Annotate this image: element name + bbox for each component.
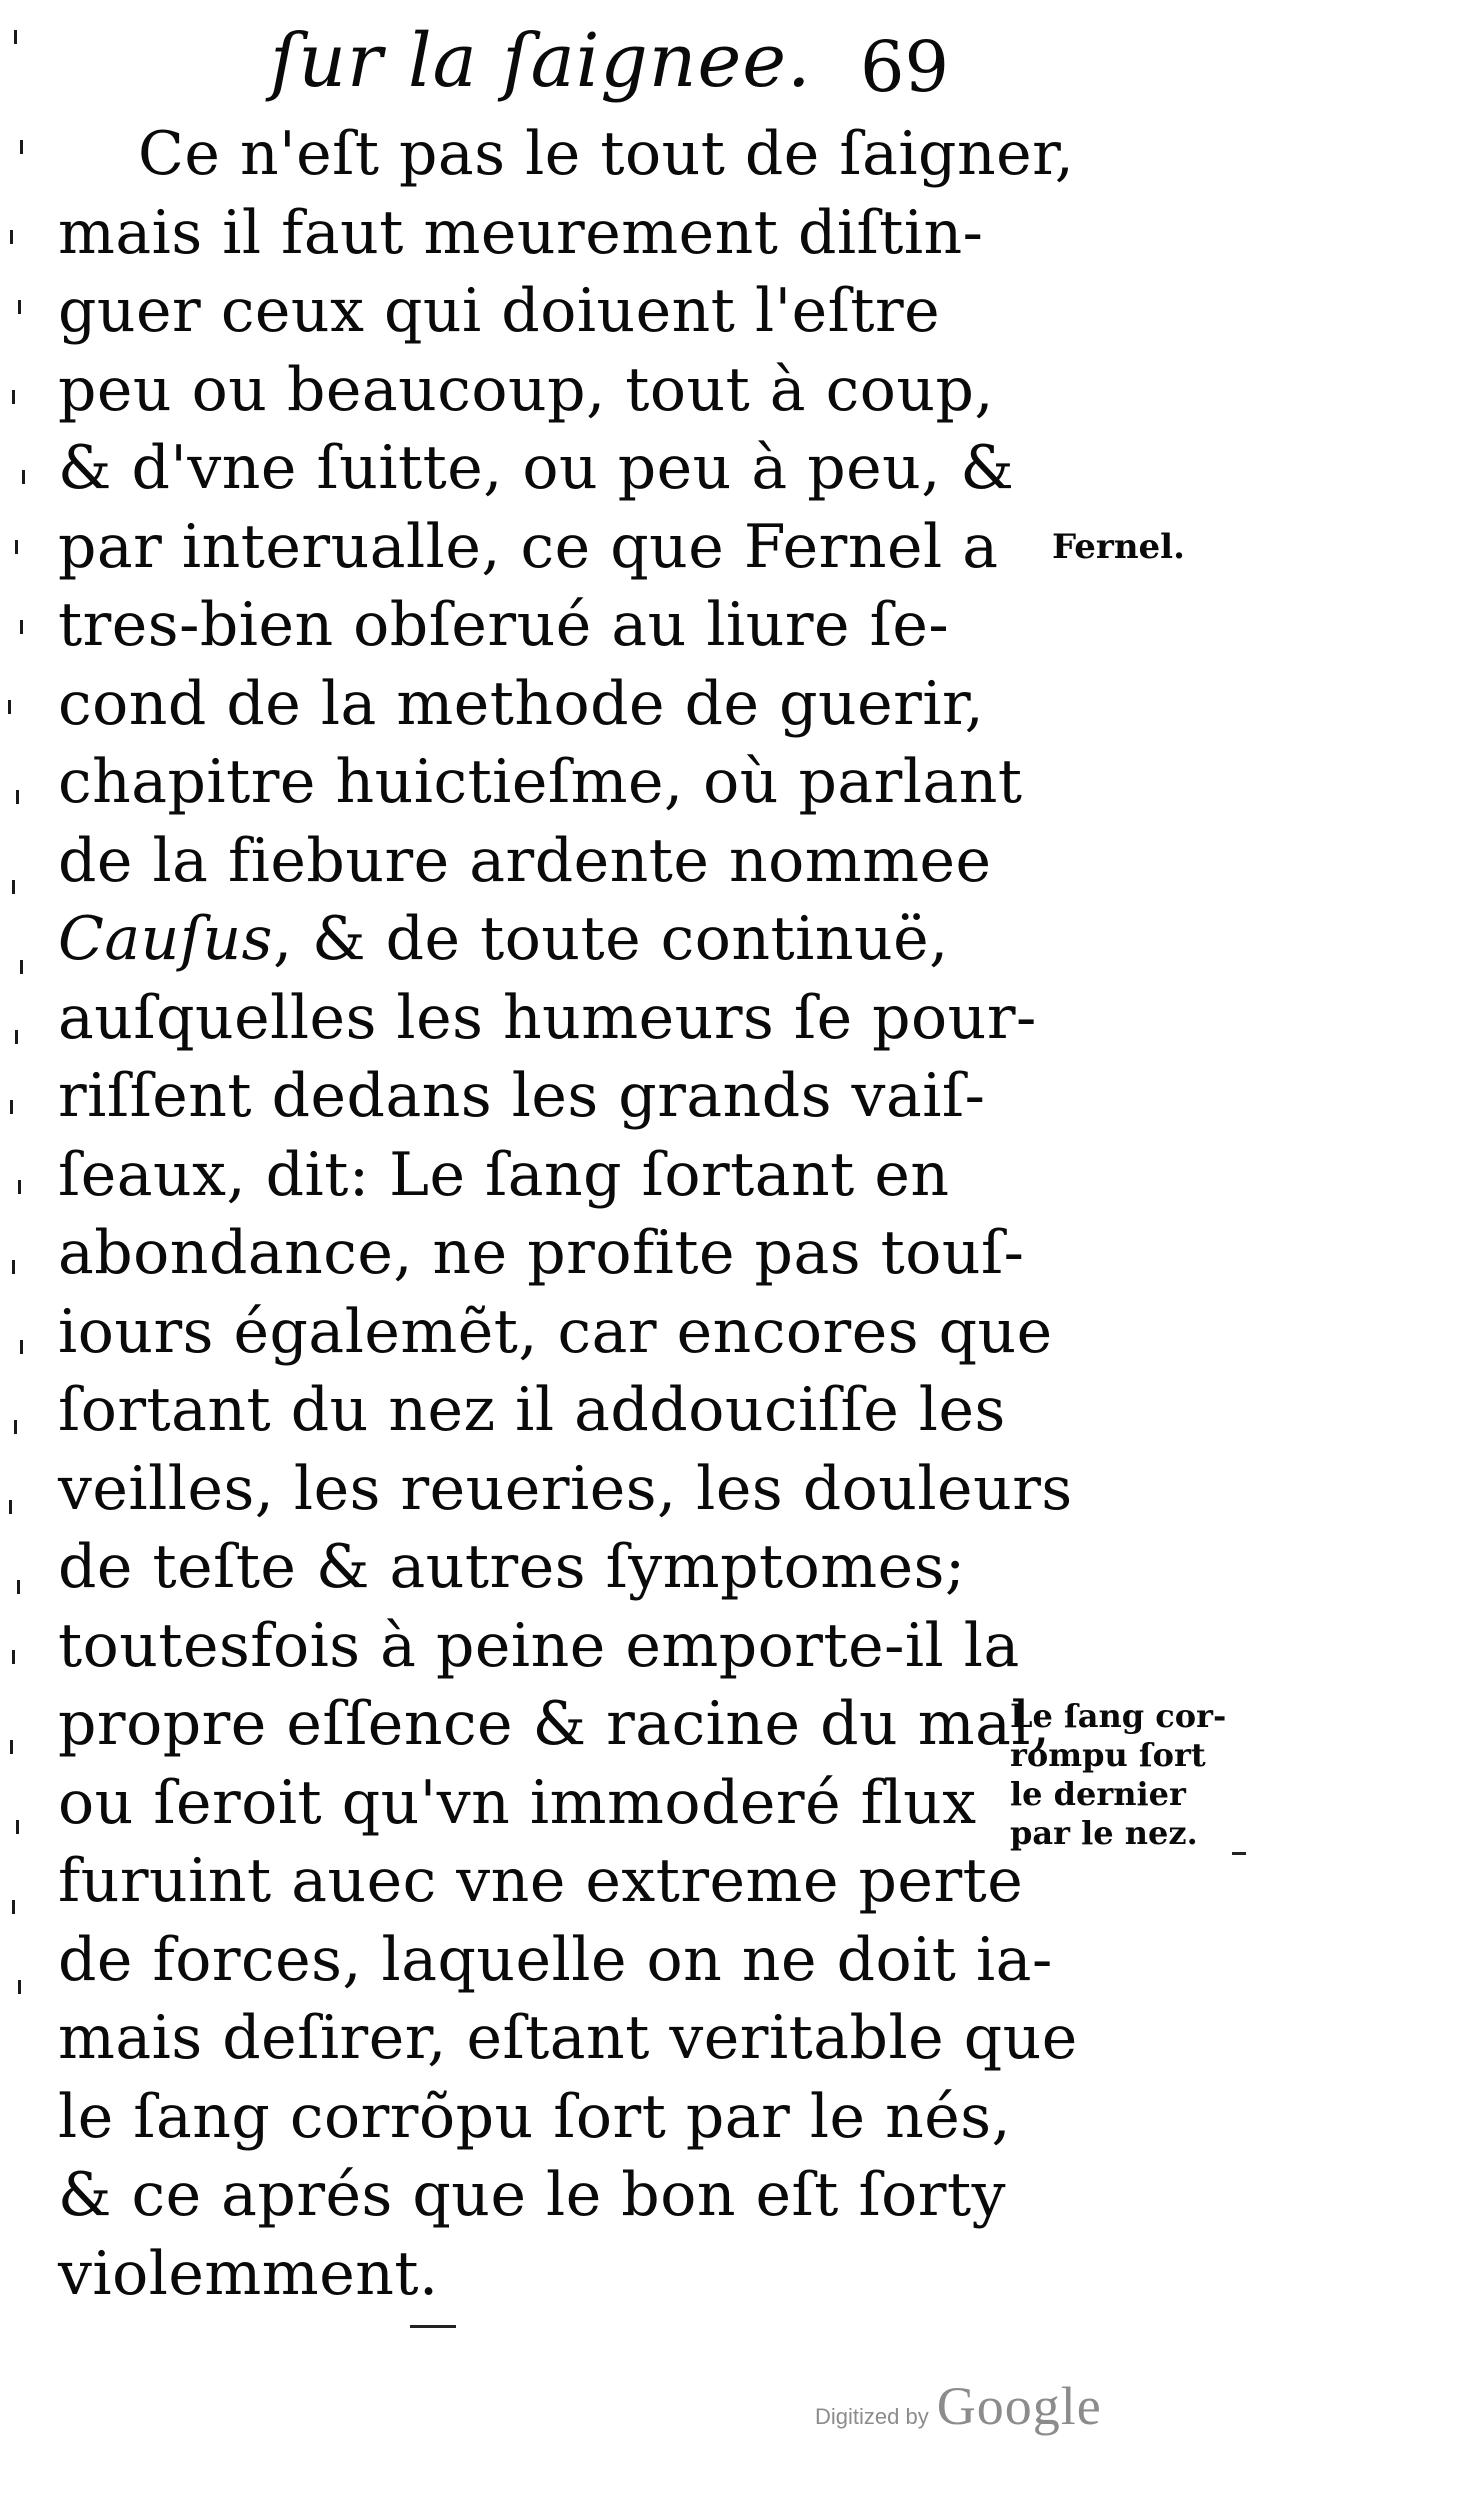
- margin-note-line: par le nez.: [1010, 1814, 1198, 1852]
- text-line: chapitre huictieſme, où parlant: [58, 747, 1023, 817]
- italic-word: Cauſus: [58, 904, 273, 974]
- text-line: abondance, ne profite pas touſ-: [58, 1218, 1025, 1288]
- text-line: par interualle, ce que Fernel a: [58, 511, 999, 582]
- text-line: ſortant du nez il addouciſſe les: [58, 1375, 1006, 1445]
- text-line: ou ſeroit qu'vn immoderé flux: [58, 1767, 977, 1838]
- text-line: de la fiebure ardente nommee: [58, 825, 992, 896]
- text-line: auſquelles les humeurs ſe pour-: [58, 982, 1037, 1053]
- text-line: mais deſirer, eſtant veritable que: [58, 2003, 1078, 2073]
- text-line: furuint auec vne extreme perte: [58, 1846, 1024, 1916]
- text-line-rest: , & de toute continuë,: [272, 904, 949, 974]
- margin-note-sang: [1010, 1697, 1226, 1853]
- page-header: [240, 18, 1000, 118]
- watermark-prefix: Digitized by: [815, 2404, 929, 2429]
- running-title: ſur la ſaignee.: [270, 18, 812, 104]
- text-line: toutesfois à peine emporte-il la: [58, 1610, 1020, 1681]
- body-text: [58, 115, 1078, 2313]
- text-line: ſeaux, dit: Le ſang ſortant en: [58, 1139, 950, 1210]
- text-line: guer ceux qui doiuent l'eſtre: [58, 276, 941, 346]
- google-logo: Google: [936, 2376, 1102, 2436]
- text-line: riſſent dedans les grands vaiſ-: [58, 1061, 986, 1131]
- page-number: 69: [860, 26, 950, 108]
- text-line-with-italic: [58, 900, 1013, 979]
- text-line: iours égalemẽt, car encores que: [58, 1296, 1053, 1367]
- margin-note-line: rompu ſort: [1010, 1736, 1206, 1774]
- scan-mark: [1232, 1852, 1246, 1855]
- scan-mark: [410, 2325, 456, 2328]
- margin-note-line: le dernier: [1010, 1775, 1186, 1813]
- text-line: cond de la methode de guerir,: [58, 668, 985, 739]
- text-line: & d'vne ſuitte, ou peu à peu, &: [58, 433, 1015, 503]
- text-line: mais il faut meurement diſtin-: [58, 197, 984, 268]
- margin-note-fernel: Fernel.: [1052, 527, 1185, 567]
- text-line: tres-bien obſerué au liure ſe-: [58, 590, 950, 660]
- text-line: & ce aprés que le bon eſt ſorty: [58, 2160, 1006, 2230]
- text-line: peu ou beaucoup, tout à coup,: [58, 354, 994, 425]
- digitized-watermark: [815, 2375, 1102, 2437]
- scan-gutter-noise: [0, 0, 50, 2500]
- text-line: propre eſſence & racine du mal,: [58, 1689, 1051, 1759]
- text-line: de teſte & autres ſymptomes;: [58, 1532, 966, 1602]
- text-line: le ſang corrõpu ſort par le nés,: [58, 2081, 1012, 2152]
- margin-note-line: Le ſang cor-: [1010, 1697, 1227, 1735]
- text-line: Ce n'eſt pas le tout de ſaigner,: [138, 119, 1075, 189]
- text-line: violemment.: [58, 2238, 439, 2309]
- text-line: veilles, les reueries, les douleurs: [58, 1453, 1073, 1524]
- text-line: de forces, laquelle on ne doit ia-: [58, 1924, 1053, 1995]
